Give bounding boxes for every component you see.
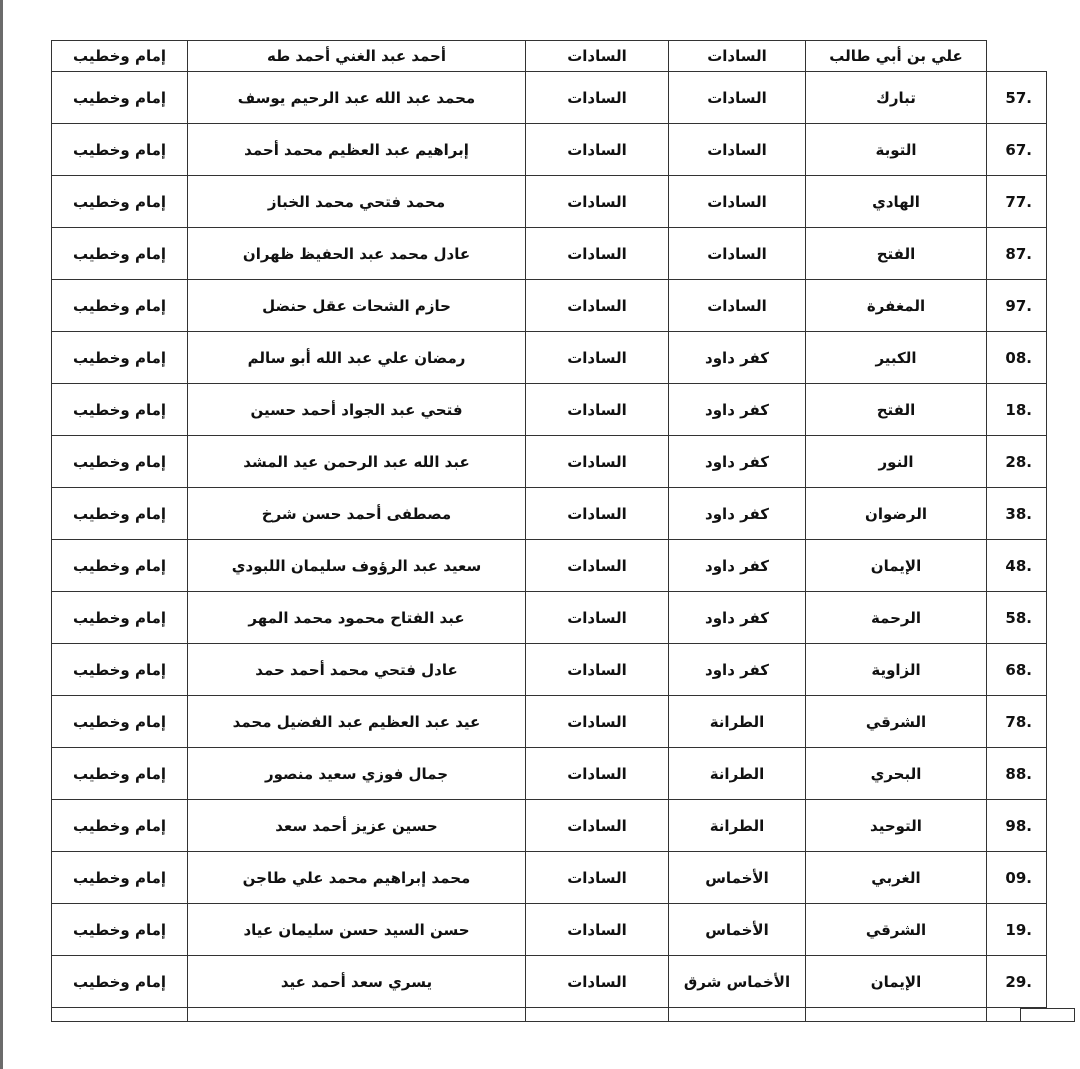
role-cell: إمام وخطيب [52, 228, 188, 280]
directorate-cell: السادات [526, 592, 669, 644]
table-row [52, 228, 1047, 280]
directorate-cell: السادات [526, 696, 669, 748]
role-cell: إمام وخطيب [52, 748, 188, 800]
number-cell: 38. [987, 488, 1047, 540]
directorate-cell: السادات [526, 852, 669, 904]
area-cell: السادات [669, 228, 806, 280]
table-row [52, 488, 1047, 540]
number-cell: 87. [987, 228, 1047, 280]
area-cell: الطرانة [669, 696, 806, 748]
directorate-cell: السادات [526, 384, 669, 436]
mosque-cell: الكبير [806, 332, 987, 384]
mosque-cell: المغفرة [806, 280, 987, 332]
name-cell: عادل محمد عبد الحفيظ ظهران [188, 228, 526, 280]
table-row [52, 436, 1047, 488]
role-cell: إمام وخطيب [52, 41, 188, 72]
empty-box [1020, 1008, 1075, 1022]
directorate-cell: السادات [526, 41, 669, 72]
mosque-cell: البحري [806, 748, 987, 800]
mosque-cell: التوحيد [806, 800, 987, 852]
directorate-cell: السادات [526, 436, 669, 488]
area-cell: السادات [669, 72, 806, 124]
name-cell: عادل فتحي محمد أحمد حمد [188, 644, 526, 696]
name-cell: عيد عبد العظيم عبد الفضيل محمد [188, 696, 526, 748]
role-cell: إمام وخطيب [52, 644, 188, 696]
area-cell: الطرانة [669, 748, 806, 800]
name-cell: مصطفى أحمد حسن شرخ [188, 488, 526, 540]
area-cell: الأخماس [669, 904, 806, 956]
area-cell: كفر داود [669, 384, 806, 436]
role-cell: إمام وخطيب [52, 904, 188, 956]
mosque-cell: تبارك [806, 72, 987, 124]
name-cell: حسن السيد حسن سليمان عياد [188, 904, 526, 956]
mosque-cell: الإيمان [806, 956, 987, 1008]
area-cell: السادات [669, 41, 806, 72]
area-cell: كفر داود [669, 592, 806, 644]
role-cell: إمام وخطيب [52, 384, 188, 436]
mosque-cell: الفتح [806, 384, 987, 436]
directorate-cell: السادات [526, 644, 669, 696]
number-cell-empty [987, 41, 1047, 72]
directorate-cell: السادات [526, 904, 669, 956]
empty-cell [526, 1008, 669, 1022]
empty-cell [806, 1008, 987, 1022]
number-cell: 78. [987, 696, 1047, 748]
table-row [52, 644, 1047, 696]
role-cell: إمام وخطيب [52, 488, 188, 540]
role-cell: إمام وخطيب [52, 176, 188, 228]
area-cell: كفر داود [669, 332, 806, 384]
table-row [52, 800, 1047, 852]
mosque-cell: الرضوان [806, 488, 987, 540]
number-cell: 57. [987, 72, 1047, 124]
mosque-cell: الهادي [806, 176, 987, 228]
mosque-cell: الشرقي [806, 904, 987, 956]
directorate-cell: السادات [526, 956, 669, 1008]
directorate-cell: السادات [526, 72, 669, 124]
name-cell: جمال فوزي سعيد منصور [188, 748, 526, 800]
mosque-cell: الغربي [806, 852, 987, 904]
mosque-cell: علي بن أبي طالب [806, 41, 987, 72]
directorate-cell: السادات [526, 176, 669, 228]
table-row [52, 41, 1047, 72]
name-cell: عبد الله عبد الرحمن عيد المشد [188, 436, 526, 488]
empty-cell [52, 1008, 188, 1022]
area-cell: كفر داود [669, 644, 806, 696]
table-row [52, 592, 1047, 644]
role-cell: إمام وخطيب [52, 800, 188, 852]
empty-cell [669, 1008, 806, 1022]
role-cell: إمام وخطيب [52, 540, 188, 592]
role-cell: إمام وخطيب [52, 592, 188, 644]
directorate-cell: السادات [526, 280, 669, 332]
directorate-cell: السادات [526, 540, 669, 592]
imams-table [51, 40, 1047, 1022]
name-cell: محمد إبراهيم محمد علي طاجن [188, 852, 526, 904]
name-cell: محمد عبد الله عبد الرحيم يوسف [188, 72, 526, 124]
number-cell: 77. [987, 176, 1047, 228]
role-cell: إمام وخطيب [52, 852, 188, 904]
name-cell: إبراهيم عبد العظيم محمد أحمد [188, 124, 526, 176]
number-cell: 18. [987, 384, 1047, 436]
number-cell: 58. [987, 592, 1047, 644]
table-row-empty [52, 1008, 1047, 1022]
name-cell: فتحي عبد الجواد أحمد حسين [188, 384, 526, 436]
table-row [52, 540, 1047, 592]
table-row [52, 332, 1047, 384]
area-cell: السادات [669, 280, 806, 332]
mosque-cell: الشرقي [806, 696, 987, 748]
mosque-cell: النور [806, 436, 987, 488]
number-cell: 98. [987, 800, 1047, 852]
directorate-cell: السادات [526, 124, 669, 176]
area-cell: كفر داود [669, 540, 806, 592]
name-cell: سعيد عبد الرؤوف سليمان اللبودي [188, 540, 526, 592]
empty-cell [188, 1008, 526, 1022]
page-left-edge [0, 0, 3, 1069]
number-cell: 48. [987, 540, 1047, 592]
name-cell: رمضان علي عبد الله أبو سالم [188, 332, 526, 384]
table-row [52, 852, 1047, 904]
role-cell: إمام وخطيب [52, 696, 188, 748]
number-cell: 29. [987, 956, 1047, 1008]
number-cell: 08. [987, 332, 1047, 384]
area-cell: الأخماس [669, 852, 806, 904]
number-cell: 28. [987, 436, 1047, 488]
name-cell: محمد فتحي محمد الخباز [188, 176, 526, 228]
table-row [52, 280, 1047, 332]
area-cell: الأخماس شرق [669, 956, 806, 1008]
area-cell: السادات [669, 176, 806, 228]
directorate-cell: السادات [526, 228, 669, 280]
mosque-cell: الفتح [806, 228, 987, 280]
area-cell: الطرانة [669, 800, 806, 852]
table-row [52, 696, 1047, 748]
name-cell: عبد الفتاح محمود محمد المهر [188, 592, 526, 644]
role-cell: إمام وخطيب [52, 332, 188, 384]
mosque-cell: الإيمان [806, 540, 987, 592]
number-cell: 09. [987, 852, 1047, 904]
number-cell: 68. [987, 644, 1047, 696]
table-row [52, 956, 1047, 1008]
directorate-cell: السادات [526, 332, 669, 384]
table-row [52, 124, 1047, 176]
area-cell: كفر داود [669, 436, 806, 488]
table-row [52, 904, 1047, 956]
name-cell: يسري سعد أحمد عيد [188, 956, 526, 1008]
mosque-cell: الرحمة [806, 592, 987, 644]
area-cell: كفر داود [669, 488, 806, 540]
table-row [52, 176, 1047, 228]
directorate-cell: السادات [526, 800, 669, 852]
table-row [52, 72, 1047, 124]
name-cell: حازم الشحات عقل حنضل [188, 280, 526, 332]
number-cell: 88. [987, 748, 1047, 800]
number-cell: 97. [987, 280, 1047, 332]
table-row [52, 384, 1047, 436]
mosque-cell: التوبة [806, 124, 987, 176]
role-cell: إمام وخطيب [52, 72, 188, 124]
role-cell: إمام وخطيب [52, 124, 188, 176]
directorate-cell: السادات [526, 748, 669, 800]
table-row [52, 748, 1047, 800]
role-cell: إمام وخطيب [52, 436, 188, 488]
name-cell: حسين عزيز أحمد سعد [188, 800, 526, 852]
area-cell: السادات [669, 124, 806, 176]
number-cell: 19. [987, 904, 1047, 956]
role-cell: إمام وخطيب [52, 280, 188, 332]
role-cell: إمام وخطيب [52, 956, 188, 1008]
name-cell: أحمد عبد الغني أحمد طه [188, 41, 526, 72]
mosque-cell: الزاوية [806, 644, 987, 696]
directorate-cell: السادات [526, 488, 669, 540]
number-cell: 67. [987, 124, 1047, 176]
